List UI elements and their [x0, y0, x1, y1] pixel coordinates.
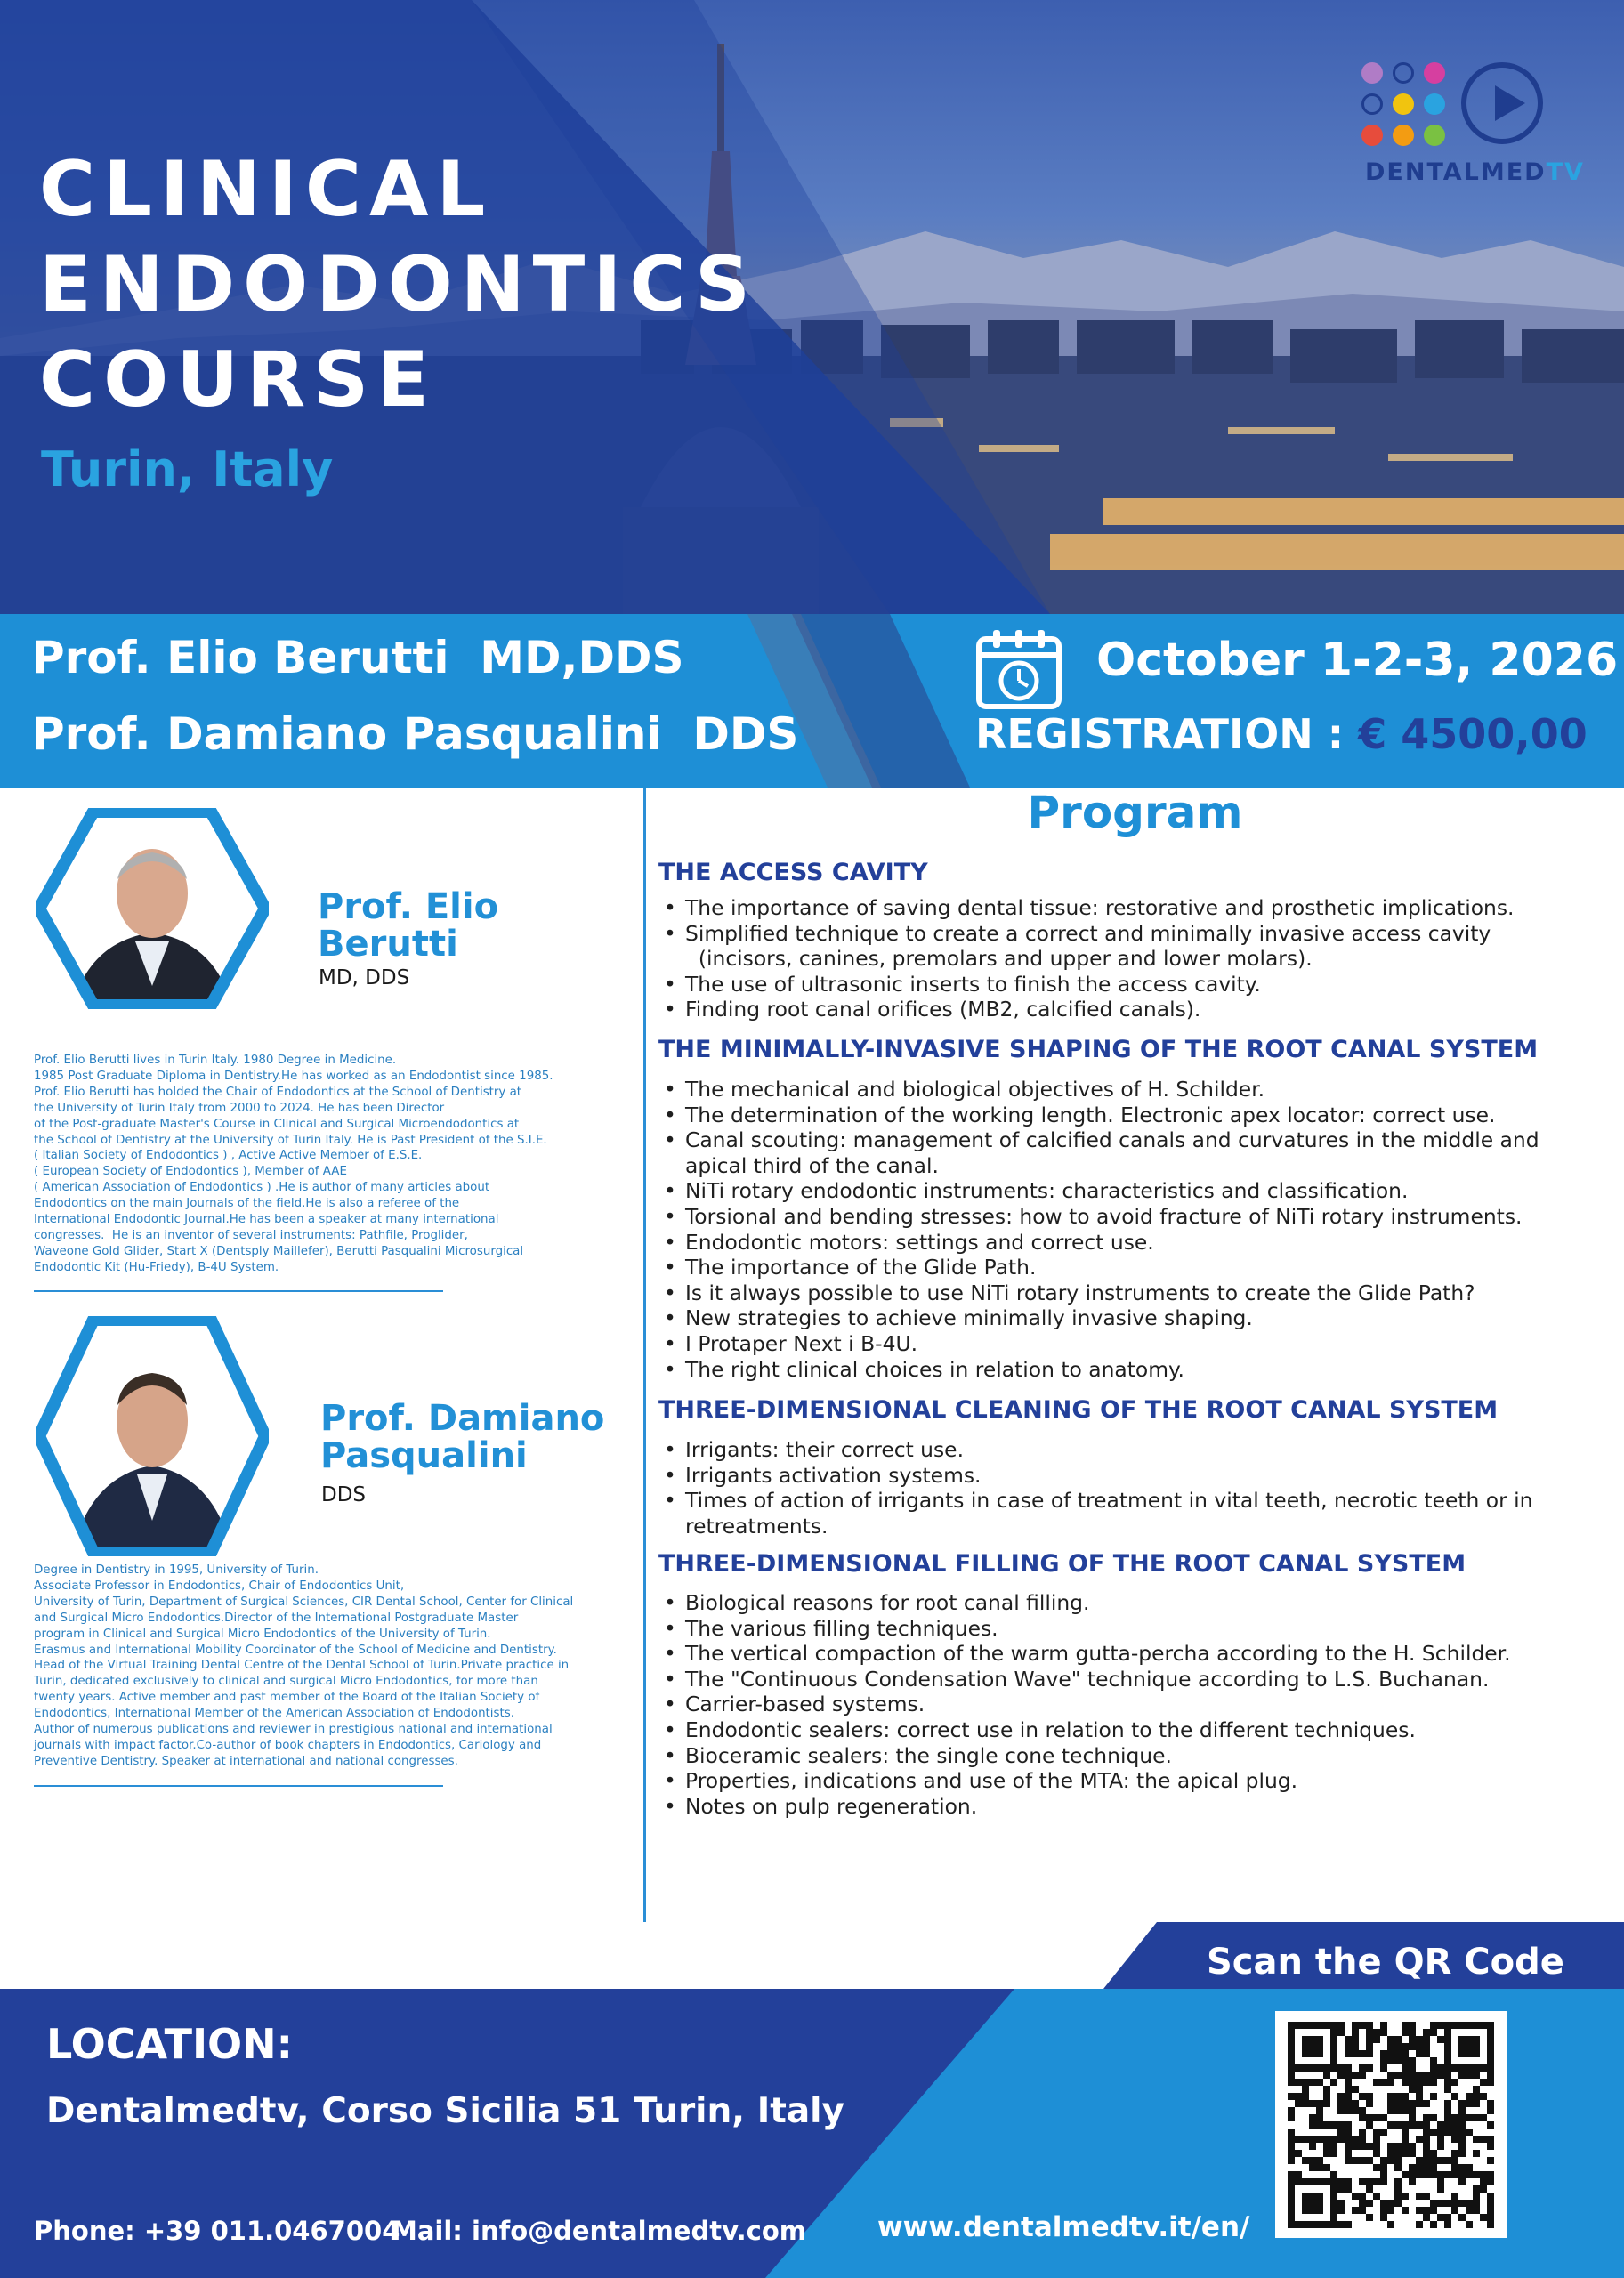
location-address: Dentalmedtv, Corso Sicilia 51 Turin, Italy — [46, 2091, 844, 2131]
bio-line: Turin, dedicated exclusively to clinical and surgical Micro Endodontics, for more than — [34, 1675, 538, 1689]
bio-line: ( Italian Society of Endodontics ) , Active Active Member of E.S.E. — [34, 1149, 423, 1163]
speaker-2-heading: Prof. Damiano Pasqualini DDS — [32, 708, 799, 760]
program-title: Program — [1027, 787, 1243, 838]
speaker-1-bio — [34, 1053, 553, 1276]
course-title-line: CLINICAL — [39, 145, 494, 234]
program-item: • Biological reasons for root canal filling. — [664, 1590, 1511, 1616]
program-item: • New strategies to achieve minimally invasive shaping. — [664, 1305, 1539, 1331]
qr-code-pattern — [1275, 2011, 1507, 2238]
program-item: • The determination of the working length. Electronic apex locator: correct use. — [664, 1103, 1539, 1128]
speaker-divider — [34, 1785, 443, 1787]
bio-line: the University of Turin Italy from 2000 to 2024. He has been Director — [34, 1101, 445, 1115]
bio-line: ( European Society of Endodontics ), Member of AAE — [34, 1165, 347, 1179]
speaker-2-photo — [36, 1316, 269, 1556]
email-address[interactable]: Mail: info@dentalmedtv.com — [392, 2216, 806, 2246]
scan-qr-label: Scan the QR Code — [1207, 1942, 1564, 1983]
bio-line: Degree in Dentistry in 1995, University of Turin. — [34, 1563, 319, 1577]
program-item: • Finding root canal orifices (MB2, calcified canals). — [664, 997, 1514, 1022]
program-item: • The right clinical choices in relation to anatomy. — [664, 1357, 1539, 1383]
program-section-list — [664, 1590, 1511, 1819]
speaker-1-name-line: Prof. Elio — [318, 886, 499, 927]
course-title-line: COURSE — [39, 335, 437, 424]
program-item: • The mechanical and biological objectives of H. Schilder. — [664, 1077, 1539, 1103]
bio-line: Author of numerous publications and reviewer in prestigious national and international — [34, 1723, 553, 1737]
program-item: • The vertical compaction of the warm gutta-percha according to the H. Schilder. — [664, 1641, 1511, 1667]
bio-line: Erasmus and International Mobility Coordinator of the School of Medicine and Dentistry. — [34, 1643, 557, 1657]
bio-line: Head of the Virtual Training Dental Centre of the Dental School of Turin.Private practice in — [34, 1659, 570, 1673]
bio-line: the School of Dentistry at the University of Turin Italy. He is Past President of the S.I.E. — [34, 1133, 547, 1147]
logo-dot — [1361, 125, 1383, 146]
bio-line: ( American Association of Endodontics ) .He is author of many articles about — [34, 1181, 490, 1195]
logo-dot — [1424, 125, 1445, 146]
logo-dot — [1393, 93, 1414, 115]
speaker-divider — [34, 1290, 443, 1292]
registration-price: € 4500,00 — [1358, 710, 1588, 758]
registration-fee — [975, 710, 1588, 758]
registration-label: REGISTRATION : — [975, 710, 1345, 758]
logo-dot — [1393, 125, 1414, 146]
speaker-2-name — [320, 1400, 604, 1474]
logo-dot — [1424, 93, 1445, 115]
program-section-list — [664, 895, 1514, 1022]
logo-dot — [1424, 62, 1445, 84]
course-dates: October 1-2-3, 2026 — [1096, 634, 1619, 687]
speaker-1-heading: Prof. Elio Berutti MD,DDS — [32, 632, 684, 683]
bio-line: Endodontics, International Member of the American Association of Endodontists. — [34, 1707, 514, 1721]
bio-line: and Surgical Micro Endodontics.Director of the International Postgraduate Master — [34, 1611, 519, 1625]
qr-code[interactable] — [1275, 2011, 1507, 2238]
calendar-clock-icon — [974, 626, 1064, 712]
program-item: • Endodontic motors: settings and correct use. — [664, 1230, 1539, 1256]
logo-dot — [1393, 62, 1414, 84]
bio-line: Preventive Dentistry. Speaker at international and national congresses. — [34, 1754, 458, 1768]
program-item: • The use of ultrasonic inserts to finish the access cavity. — [664, 972, 1514, 998]
speaker-1-name-line: Berutti — [318, 924, 458, 965]
speaker-1-name — [318, 888, 498, 963]
course-location-subtitle: Turin, Italy — [41, 441, 334, 497]
bio-line: twenty years. Active member and past member of the Board of the Italian Society of — [34, 1691, 540, 1705]
course-title — [39, 142, 758, 428]
bio-line: Prof. Elio Berutti has holded the Chair of Endodontics at the School of Dentistry at — [34, 1085, 522, 1099]
program-item: • The importance of saving dental tissue: restorative and prosthetic implications. — [664, 895, 1514, 921]
program-item: • Is it always possible to use NiTi rotary instruments to create the Glide Path? — [664, 1280, 1539, 1306]
program-item: • Canal scouting: management of calcified canals and curvatures in the middle and apical third of the canal. — [664, 1127, 1539, 1178]
phone-number[interactable]: Phone: +39 011.0467004 — [34, 2216, 400, 2246]
bio-line: Associate Professor in Endodontics, Chair of Endodontics Unit, — [34, 1579, 405, 1593]
program-item: • Endodontic sealers: correct use in relation to the different techniques. — [664, 1717, 1511, 1743]
program-item: • The various filling techniques. — [664, 1616, 1511, 1642]
program-section-list — [664, 1437, 1532, 1539]
footer — [0, 1922, 1624, 2278]
program-item: • Torsional and bending stresses: how to avoid fracture of NiTi rotary instruments. — [664, 1204, 1539, 1230]
bio-line: Waveone Gold Glider, Start X (Dentsply Maillefer), Berutti Pasqualini Microsurgical — [34, 1244, 524, 1258]
course-title-line: ENDODONTICS — [39, 240, 758, 329]
bio-line: International Endodontic Journal.He has been a speaker at many international — [34, 1213, 499, 1227]
dentalmedtv-logo[interactable] — [1361, 59, 1585, 192]
program-item: • Irrigants activation systems. — [664, 1463, 1532, 1489]
program-item: • Simplified technique to create a correct and minimally invasive access cavity (incisors, canines, premolars and upper and lower molars). — [664, 921, 1514, 972]
speakers-date-band — [0, 614, 1624, 788]
speaker-2-name-line: Pasqualini — [320, 1435, 528, 1476]
program-section-heading: THREE-DIMENSIONAL CLEANING OF THE ROOT CANAL SYSTEM — [658, 1396, 1499, 1424]
program-item: • Times of action of irrigants in case of treatment in vital teeth, necrotic teeth or in retreatments. — [664, 1488, 1532, 1539]
program-section-list — [664, 1077, 1539, 1382]
logo-wordmark-main: DENTALMED — [1365, 158, 1547, 186]
speaker-2-name-line: Prof. Damiano — [320, 1398, 605, 1439]
logo-wordmark-suffix: TV — [1546, 158, 1585, 186]
program-section-heading: THE ACCESS CAVITY — [658, 859, 928, 886]
logo-wordmark — [1365, 158, 1585, 186]
bio-line: of the Post-graduate Master's Course in Clinical and Surgical Microendodontics at — [34, 1117, 520, 1131]
logo-dot — [1361, 62, 1383, 84]
speaker-2-bio — [34, 1563, 573, 1770]
column-divider — [643, 788, 646, 1984]
speaker-1-photo — [36, 808, 269, 1009]
program-item: • Irrigants: their correct use. — [664, 1437, 1532, 1463]
program-item: • The importance of the Glide Path. — [664, 1255, 1539, 1280]
program-section-heading: THREE-DIMENSIONAL FILLING OF THE ROOT CANAL SYSTEM — [658, 1550, 1466, 1578]
program-item: • I Protaper Next i B-4U. — [664, 1331, 1539, 1357]
play-icon — [1461, 62, 1543, 144]
location-label: LOCATION: — [46, 2020, 294, 2068]
bio-line: Endodontics on the main Journals of the field.He is also a referee of the — [34, 1197, 460, 1211]
website-link[interactable]: www.dentalmedtv.it/en/ — [877, 2211, 1250, 2243]
program-item: • Properties, indications and use of the MTA: the apical plug. — [664, 1768, 1511, 1794]
bio-line: Endodontic Kit (Hu-Friedy), B-4U System. — [34, 1260, 279, 1274]
program-item: • Bioceramic sealers: the single cone technique. — [664, 1743, 1511, 1769]
program-item: • The "Continuous Condensation Wave" technique according to L.S. Buchanan. — [664, 1667, 1511, 1692]
bio-line: 1985 Post Graduate Diploma in Dentistry.He has worked as an Endodontist since 1985. — [34, 1069, 553, 1083]
program-item: • NiTi rotary endodontic instruments: characteristics and classification. — [664, 1178, 1539, 1204]
bio-line: University of Turin, Department of Surgical Sciences, CIR Dental School, Center for Clinical — [34, 1595, 574, 1609]
bio-line: Prof. Elio Berutti lives in Turin Italy. 1980 Degree in Medicine. — [34, 1054, 397, 1067]
bio-line: journals with impact factor.Co-author of book chapters in Endodontics, Cariology and — [34, 1738, 542, 1752]
bio-line: congresses. He is an inventor of several instruments: Pathfile, Proglider, — [34, 1228, 468, 1242]
bio-line: program in Clinical and Surgical Micro Endodontics of the University of Turin. — [34, 1627, 491, 1641]
logo-dot — [1361, 93, 1383, 115]
program-item: • Notes on pulp regeneration. — [664, 1794, 1511, 1820]
logo-dot-grid — [1361, 62, 1454, 151]
hero-banner — [0, 0, 1624, 614]
speaker-1-degree: MD, DDS — [319, 966, 410, 990]
speaker-2-degree: DDS — [321, 1483, 367, 1507]
program-item: • Carrier-based systems. — [664, 1692, 1511, 1717]
program-section-heading: THE MINIMALLY-INVASIVE SHAPING OF THE ROOT CANAL SYSTEM — [658, 1036, 1539, 1063]
